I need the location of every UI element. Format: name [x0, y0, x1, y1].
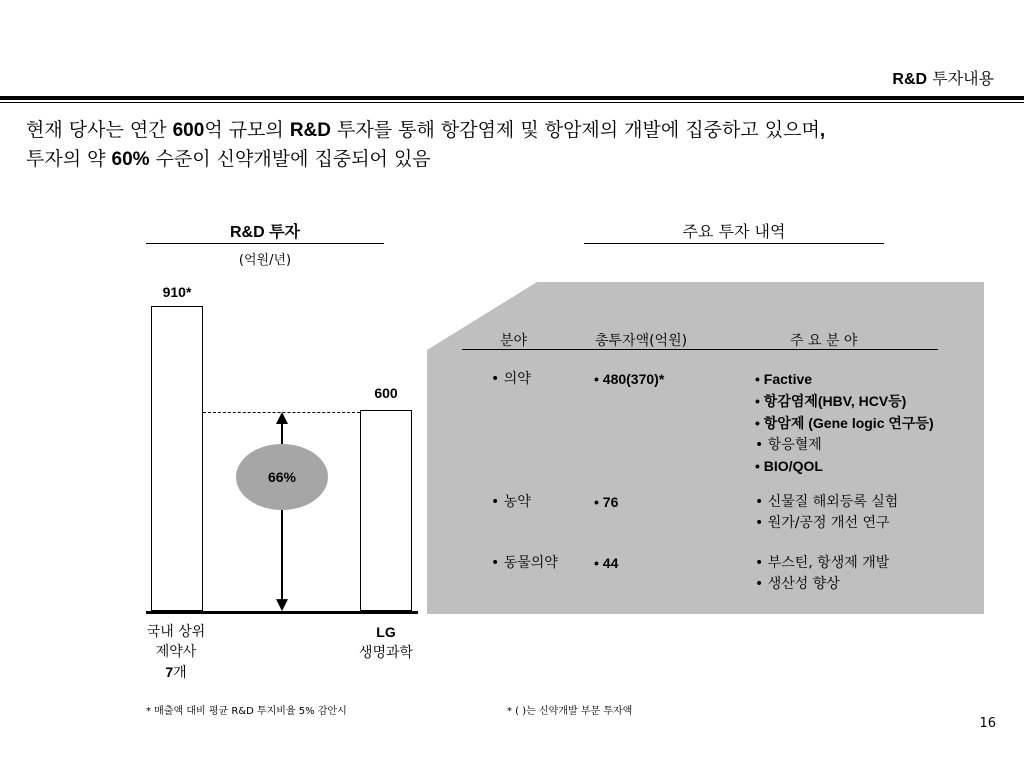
page-number: 16 [979, 716, 996, 731]
double-arrow-icon [272, 412, 292, 611]
bar-value-label-domestic: 910* [162, 284, 192, 300]
title-rule-thick [0, 96, 1024, 100]
chart-unit: (억원/년) [238, 253, 292, 268]
table-header-amount: 총투자액(억원) [595, 333, 688, 349]
row-amount-agro: • 76 [594, 494, 619, 510]
summary-text: 현재 당사는 연간 600억 규모의 R&D 투자를 통해 항감염제 및 항암제의 개발에 집중하고 있으며, 투자의 약 60% 수준이 신약개발에 집중되어 있음 [26, 119, 826, 170]
title-rule-thin [0, 102, 1024, 103]
row-items-animal: • 부스틴, 항생제 개발 • 생산성 향상 [755, 555, 890, 592]
table-header-field: 분야 [500, 333, 528, 349]
row-items-pharma: • Factive • 항감염제(HBV, HCV등) • 항암제 (Gene logic 연구등) • 항응혈제 • BIO/QOL [755, 371, 934, 474]
chart-title-rule [146, 243, 384, 244]
xlabel-lg: LG 생명과학 [358, 624, 414, 661]
xlabel-domestic: 국내 상위 제약사 7개 [146, 624, 206, 681]
footnote-left: * 매출액 대비 평균 R&D 투지비율 5% 감안시 [146, 706, 347, 717]
bar-value-label-lg: 600 [374, 384, 398, 401]
bar-lg-life-sciences [360, 410, 412, 611]
footnote-right: * ( )는 신약개발 부문 투자액 [507, 706, 633, 717]
table-header-rule [462, 349, 938, 350]
row-amount-animal: • 44 [594, 555, 619, 571]
slide-title: R&D 투자내용 [892, 69, 994, 88]
chart-baseline [146, 611, 418, 614]
table-header-areas: 주 요 분 야 [790, 333, 858, 349]
row-items-agro: • 신물질 해외등록 실험 • 원가/공정 개선 연구 [755, 494, 899, 531]
ratio-ellipse [236, 444, 328, 510]
ratio-label: 66% [267, 469, 297, 485]
row-field-pharma: • 의약 [491, 371, 531, 387]
breakdown-title-rule [584, 243, 884, 244]
row-field-animal: • 동물의약 [491, 555, 558, 571]
row-field-agro: • 농약 [491, 494, 531, 510]
row-amount-pharma: • 480(370)* [594, 371, 665, 387]
bar-domestic-pharma [151, 306, 203, 611]
chart-title: R&D 투자 [229, 224, 301, 241]
breakdown-title: 주요 투자 내역 [682, 222, 786, 241]
